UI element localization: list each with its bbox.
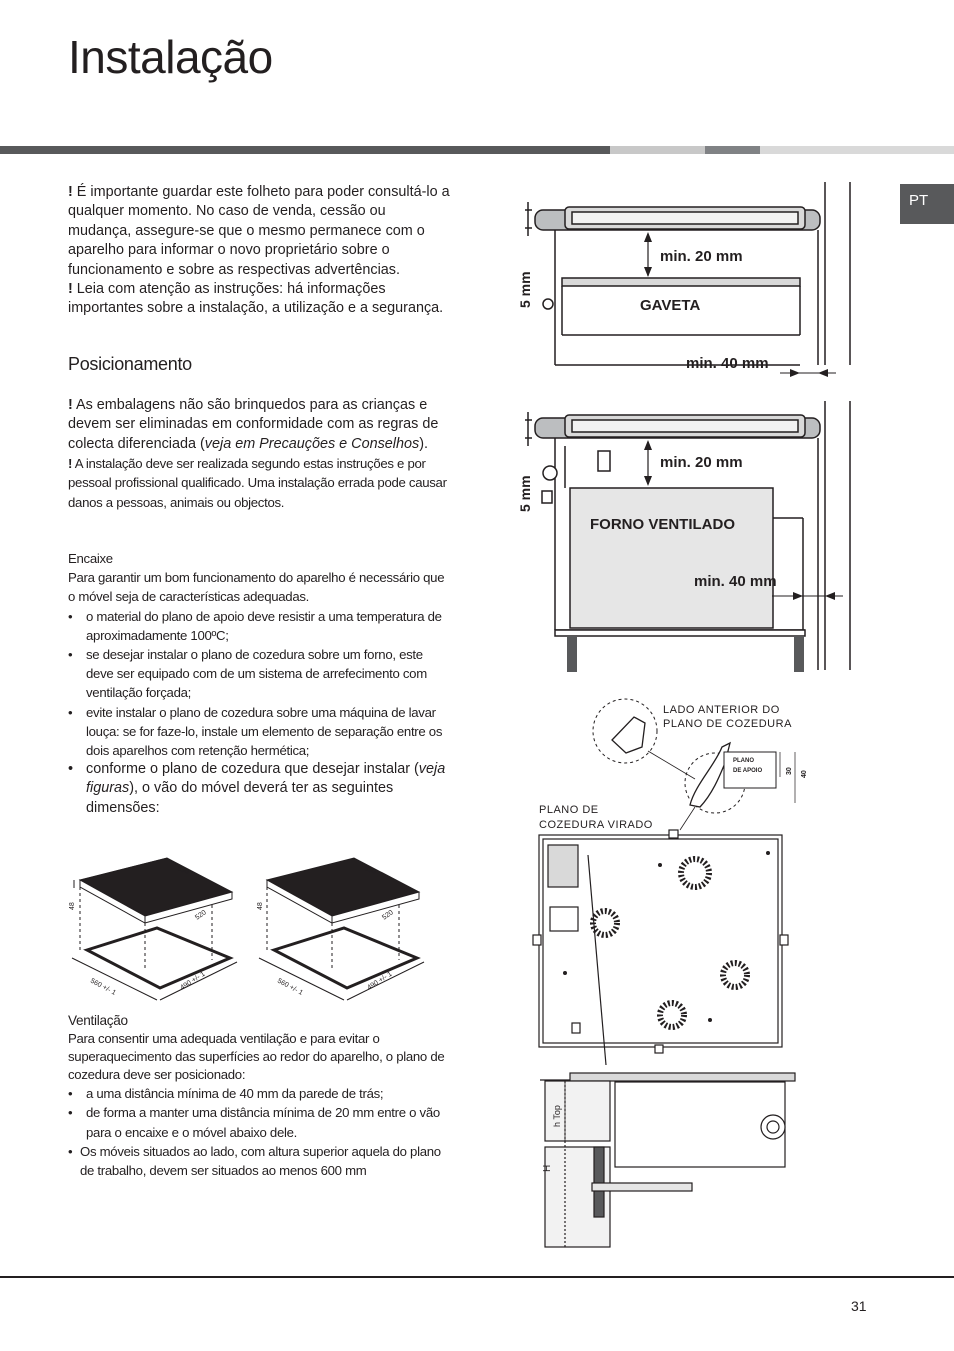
language-tab-label: PT — [909, 192, 929, 209]
positioning-section — [68, 396, 452, 512]
cutout-2-hole-width: 560 +/- 1 — [276, 977, 304, 997]
oven-label: FORNO VENTILADO — [590, 516, 735, 533]
encaixe-intro: Para garantir um bom funcionamento do aparelho é necessário que o móvel seja de características adequadas. — [68, 570, 445, 605]
ventilacao-heading: Ventilação — [68, 1013, 128, 1028]
ventilacao-intro: Para consentir uma adequada ventilação e para evitar o superaquecimento das superfícies ao redor do aparelho, o plano de cozedura deve ser posicionado: — [68, 1031, 445, 1083]
support-label-2: DE APOIO — [733, 768, 763, 774]
cutout-1-hole-depth: 490 +/- 1 — [179, 970, 207, 992]
ventilacao-bullet-1: • a uma distância mínima de 40 mm da parede de trás; — [68, 1084, 452, 1103]
drawer-clearance-diagram — [510, 180, 860, 385]
ventilacao-bullet-2: • de forma a manter uma distância mínima de 20 mm entre o vão para o encaixe e o móvel abaixo dele. — [68, 1103, 452, 1141]
h-top-label: h Top — [552, 1105, 562, 1127]
positioning-paragraph-2: ! A instalação deve ser realizada segundo estas instruções e por pessoal profissional qualificado. Uma instalação errada pode causar danos a pessoas, animais ou objectos. — [68, 456, 447, 510]
intro-paragraph-2: ! Leia com atenção as instruções: há informações importantes sobre a instalação, a utilização e a segurança. — [68, 281, 444, 317]
cross-section — [540, 1073, 795, 1247]
cutout-1-height: 48 — [69, 902, 76, 910]
dim-40: 40 — [801, 770, 808, 778]
header-bar-mid — [705, 146, 760, 154]
encaixe-section — [68, 549, 452, 818]
ventilacao-section — [68, 1011, 452, 1180]
encaixe-bullet-1: • o material do plano de apoio deve resistir a uma temperatura de aproximadamente 100ºC; — [68, 607, 452, 645]
mounting-bracket-diagram — [530, 695, 830, 1250]
oven-min-40: min. 40 mm — [694, 573, 777, 590]
cutout-dimension-figures — [62, 850, 462, 1010]
encaixe-bullet-4: • conforme o plano de cozedura que desejar instalar (veja figuras), o vão do móvel deverá ter as seguintes dimensões: — [68, 760, 452, 818]
footer-rule — [0, 1276, 954, 1278]
encaixe-bullet-2: • se desejar instalar o plano de cozedura sobre um forno, este deve ser equipado com de um sistema de arrefecimento com ventilação forçada; — [68, 645, 452, 703]
positioning-paragraph-1: ! As embalagens não são brinquedos para as crianças e devem ser eliminadas em conformidade com as regras de colecta diferenciada (veja em Precauções e Conselhos). — [68, 397, 439, 452]
drawer-5mm: 5 mm — [517, 271, 533, 308]
support-label-1: PLANO — [733, 758, 754, 764]
header-bar-light — [610, 146, 705, 154]
header-bar-light-2 — [760, 146, 954, 154]
cutout-2-hole-depth: 490 +/- 1 — [366, 970, 394, 992]
encaixe-bullet-3: • evite instalar o plano de cozedura sobre uma máquina de lavar louça: se for faze-lo, instale um elemento de separação entre os dois aparelhos com retenção hermética; — [68, 703, 452, 761]
upside-label-2: COZEDURA VIRADO — [539, 819, 653, 831]
h-label: H — [542, 1164, 553, 1172]
cutout-2-depth: 520 — [381, 909, 395, 922]
upside-label-1: PLANO DE — [539, 804, 599, 816]
ventilacao-bullet-3: • Os móveis situados ao lado, com altura superior aquela do plano de trabalho, devem ser situados ao menos 600 mm — [68, 1142, 452, 1180]
header-bar-dark — [0, 146, 610, 154]
oven-clearance-diagram — [510, 398, 860, 673]
cutout-1-hole-width: 560 +/- 1 — [89, 977, 117, 997]
front-side-label-2: PLANO DE COZEDURA — [663, 718, 792, 730]
page-number: 31 — [851, 1298, 867, 1314]
front-side-label-1: LADO ANTERIOR DO — [663, 704, 780, 716]
cutout-figure-1 — [72, 858, 237, 1000]
intro-section — [68, 183, 452, 319]
cutout-2-width: 590 — [363, 865, 377, 876]
intro-paragraph-1: ! É importante guardar este folheto para poder consultá-lo a qualquer momento. No caso de venda, cessão ou mudança, assegure-se que o mesmo permanece com o aparelho para informar o novo proprietário sobre o funcionamento e sobre as respectivas advertências. — [68, 184, 450, 278]
encaixe-heading: Encaixe — [68, 551, 113, 566]
page-title: Instalação — [68, 31, 273, 83]
cutout-1-width: 590 — [176, 865, 190, 876]
dim-30: 30 — [786, 767, 793, 775]
cutout-2-height: 48 — [257, 902, 264, 910]
drawer-label: GAVETA — [640, 297, 701, 314]
cutout-figure-2 — [259, 858, 424, 1000]
positioning-heading: Posicionamento — [68, 354, 192, 374]
drawer-min-20: min. 20 mm — [660, 248, 743, 265]
oven-5mm: 5 mm — [517, 475, 533, 512]
oven-min-20: min. 20 mm — [660, 454, 743, 471]
language-tab — [900, 184, 954, 224]
cutout-1-depth: 520 — [194, 909, 208, 922]
drawer-min-40: min. 40 mm — [686, 355, 769, 372]
bracket-icon — [612, 717, 645, 753]
